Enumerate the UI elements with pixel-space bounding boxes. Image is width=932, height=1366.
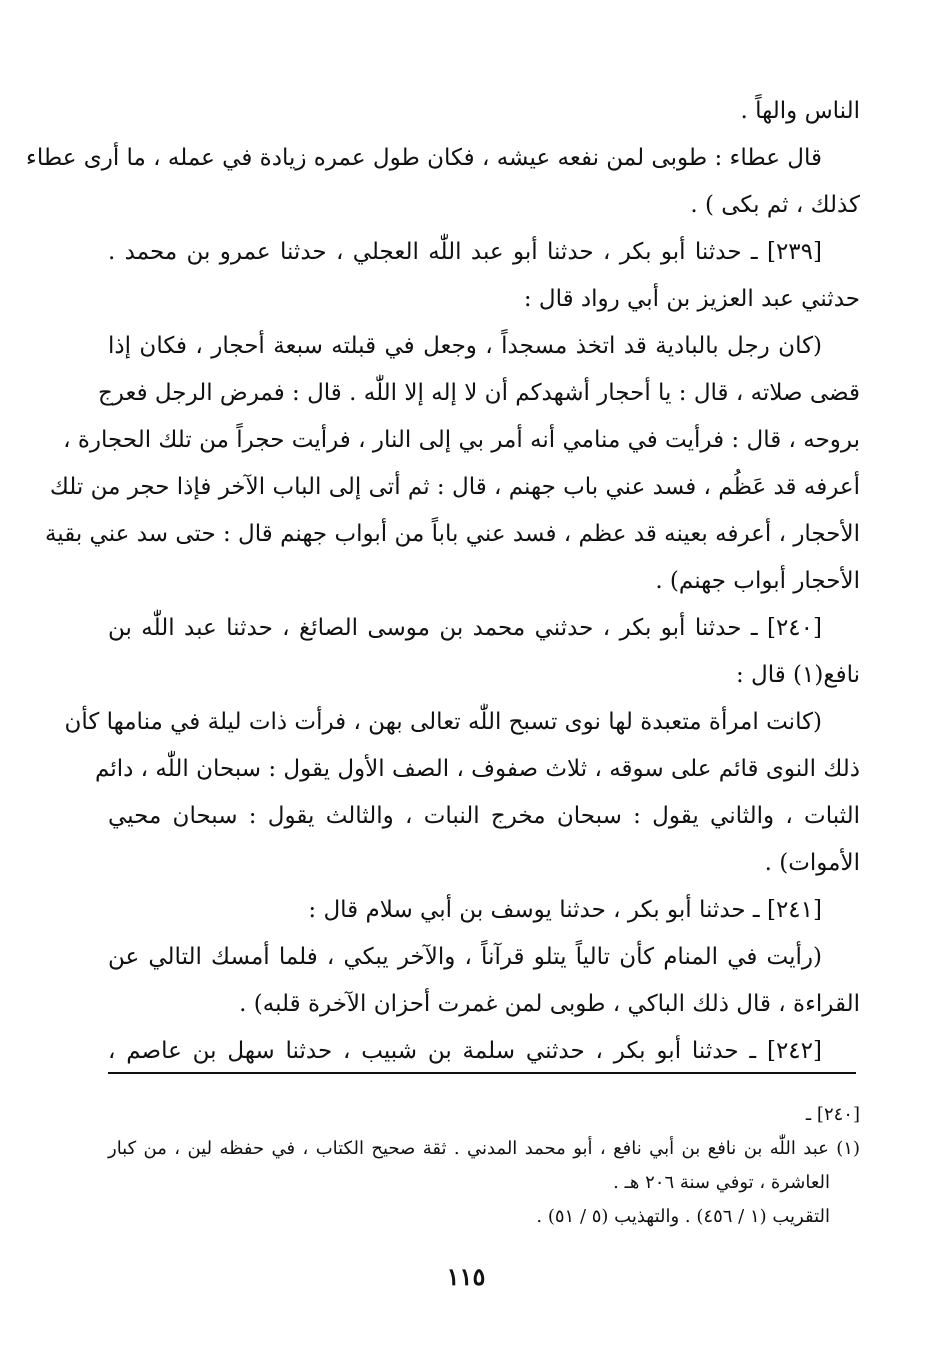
text-line: الناس والهاً . <box>740 98 860 124</box>
text-line: حدثني عبد العزيز بن أبي رواد قال : <box>523 286 860 312</box>
text-line: الأموات) . <box>764 850 860 876</box>
page-number: ١١٥ <box>446 1262 486 1291</box>
text-line: (كان رجل بالبادية قد اتخذ مسجداً ، وجعل في قبلته سبعة أحجار ، فكان إذا <box>108 333 822 359</box>
footnote-line: [٢٤٠] ـ <box>805 1104 860 1125</box>
text-line: قال عطاء : طوبى لمن نفعه عيشه ، فكان طول عمره زيادة في عمله ، ما أرى عطاء <box>26 145 822 171</box>
footnote-divider <box>108 1072 856 1074</box>
text-line: [٢٤٠] ـ حدثنا أبو بكر ، حدثني محمد بن موسى الصائغ ، حدثنا عبد اللّٰه بن <box>108 615 822 641</box>
footnote-line: العاشرة ، توفي سنة ٢٠٦ هـ . <box>613 1172 830 1193</box>
text-line: قضى صلاته ، قال : يا أحجار أشهدكم أن لا إله إلا اللّٰه . قال : فمرض الرجل فعرج <box>97 380 860 406</box>
text-line: الأحجار أبواب جهنم) . <box>655 568 860 594</box>
text-line: أعرفه قد عَظُم ، فسد عني باب جهنم ، قال : ثم أتى إلى الباب الآخر فإذا حجر من تلك <box>49 474 860 500</box>
text-line: بروحه ، قال : فرأيت في منامي أنه أمر بي إلى النار ، فرأيت حجراً من تلك الحجارة ، <box>63 427 860 453</box>
main-text <box>26 88 860 1075</box>
text-line: [٢٤٢] ـ حدثنا أبو بكر ، حدثني سلمة بن شبيب ، حدثنا سهل بن عاصم ، <box>108 1038 822 1064</box>
text-line: الثبات ، والثاني يقول : سبحان مخرج النبات ، والثالث يقول : سبحان محيي <box>108 803 860 829</box>
footnotes <box>108 1098 860 1234</box>
footnote-line: (١) عبد اللّٰه بن نافع بن أبي نافع ، أبو محمد المدني . ثقة صحيح الكتاب ، في حفظه لين ، من كبار <box>108 1138 860 1159</box>
text-line: القراءة ، قال ذلك الباكي ، طوبى لمن غمرت أحزان الآخرة قلبه) . <box>239 991 860 1017</box>
text-line: كذلك ، ثم بكى ) . <box>690 192 860 218</box>
text-line: [٢٤١] ـ حدثنا أبو بكر ، حدثنا يوسف بن أبي سلام قال : <box>308 897 822 923</box>
text-line: نافع(١) قال : <box>735 662 860 688</box>
text-line: الأحجار ، أعرفه بعينه قد عظم ، فسد عني باباً من أبواب جهنم قال : حتى سد عني بقية <box>44 521 860 547</box>
footnote-line: التقريب (١ / ٤٥٦) . والتهذيب (٥ / ٥١) . <box>536 1206 830 1227</box>
text-line: ذلك النوى قائم على سوقه ، ثلاث صفوف ، الصف الأول يقول : سبحان اللّٰه ، دائم <box>95 756 860 782</box>
text-line: (كانت امرأة متعبدة لها نوى تسبح اللّٰه تعالى بهن ، فرأت ذات ليلة في منامها كأن <box>64 709 822 735</box>
text-line: (رأيت في المنام كأن تالياً يتلو قرآناً ، والآخر يبكي ، فلما أمسك التالي عن <box>108 944 822 970</box>
text-line: [٢٣٩] ـ حدثنا أبو بكر ، حدثنا أبو عبد اللّٰه العجلي ، حدثنا عمرو بن محمد . <box>108 239 822 265</box>
